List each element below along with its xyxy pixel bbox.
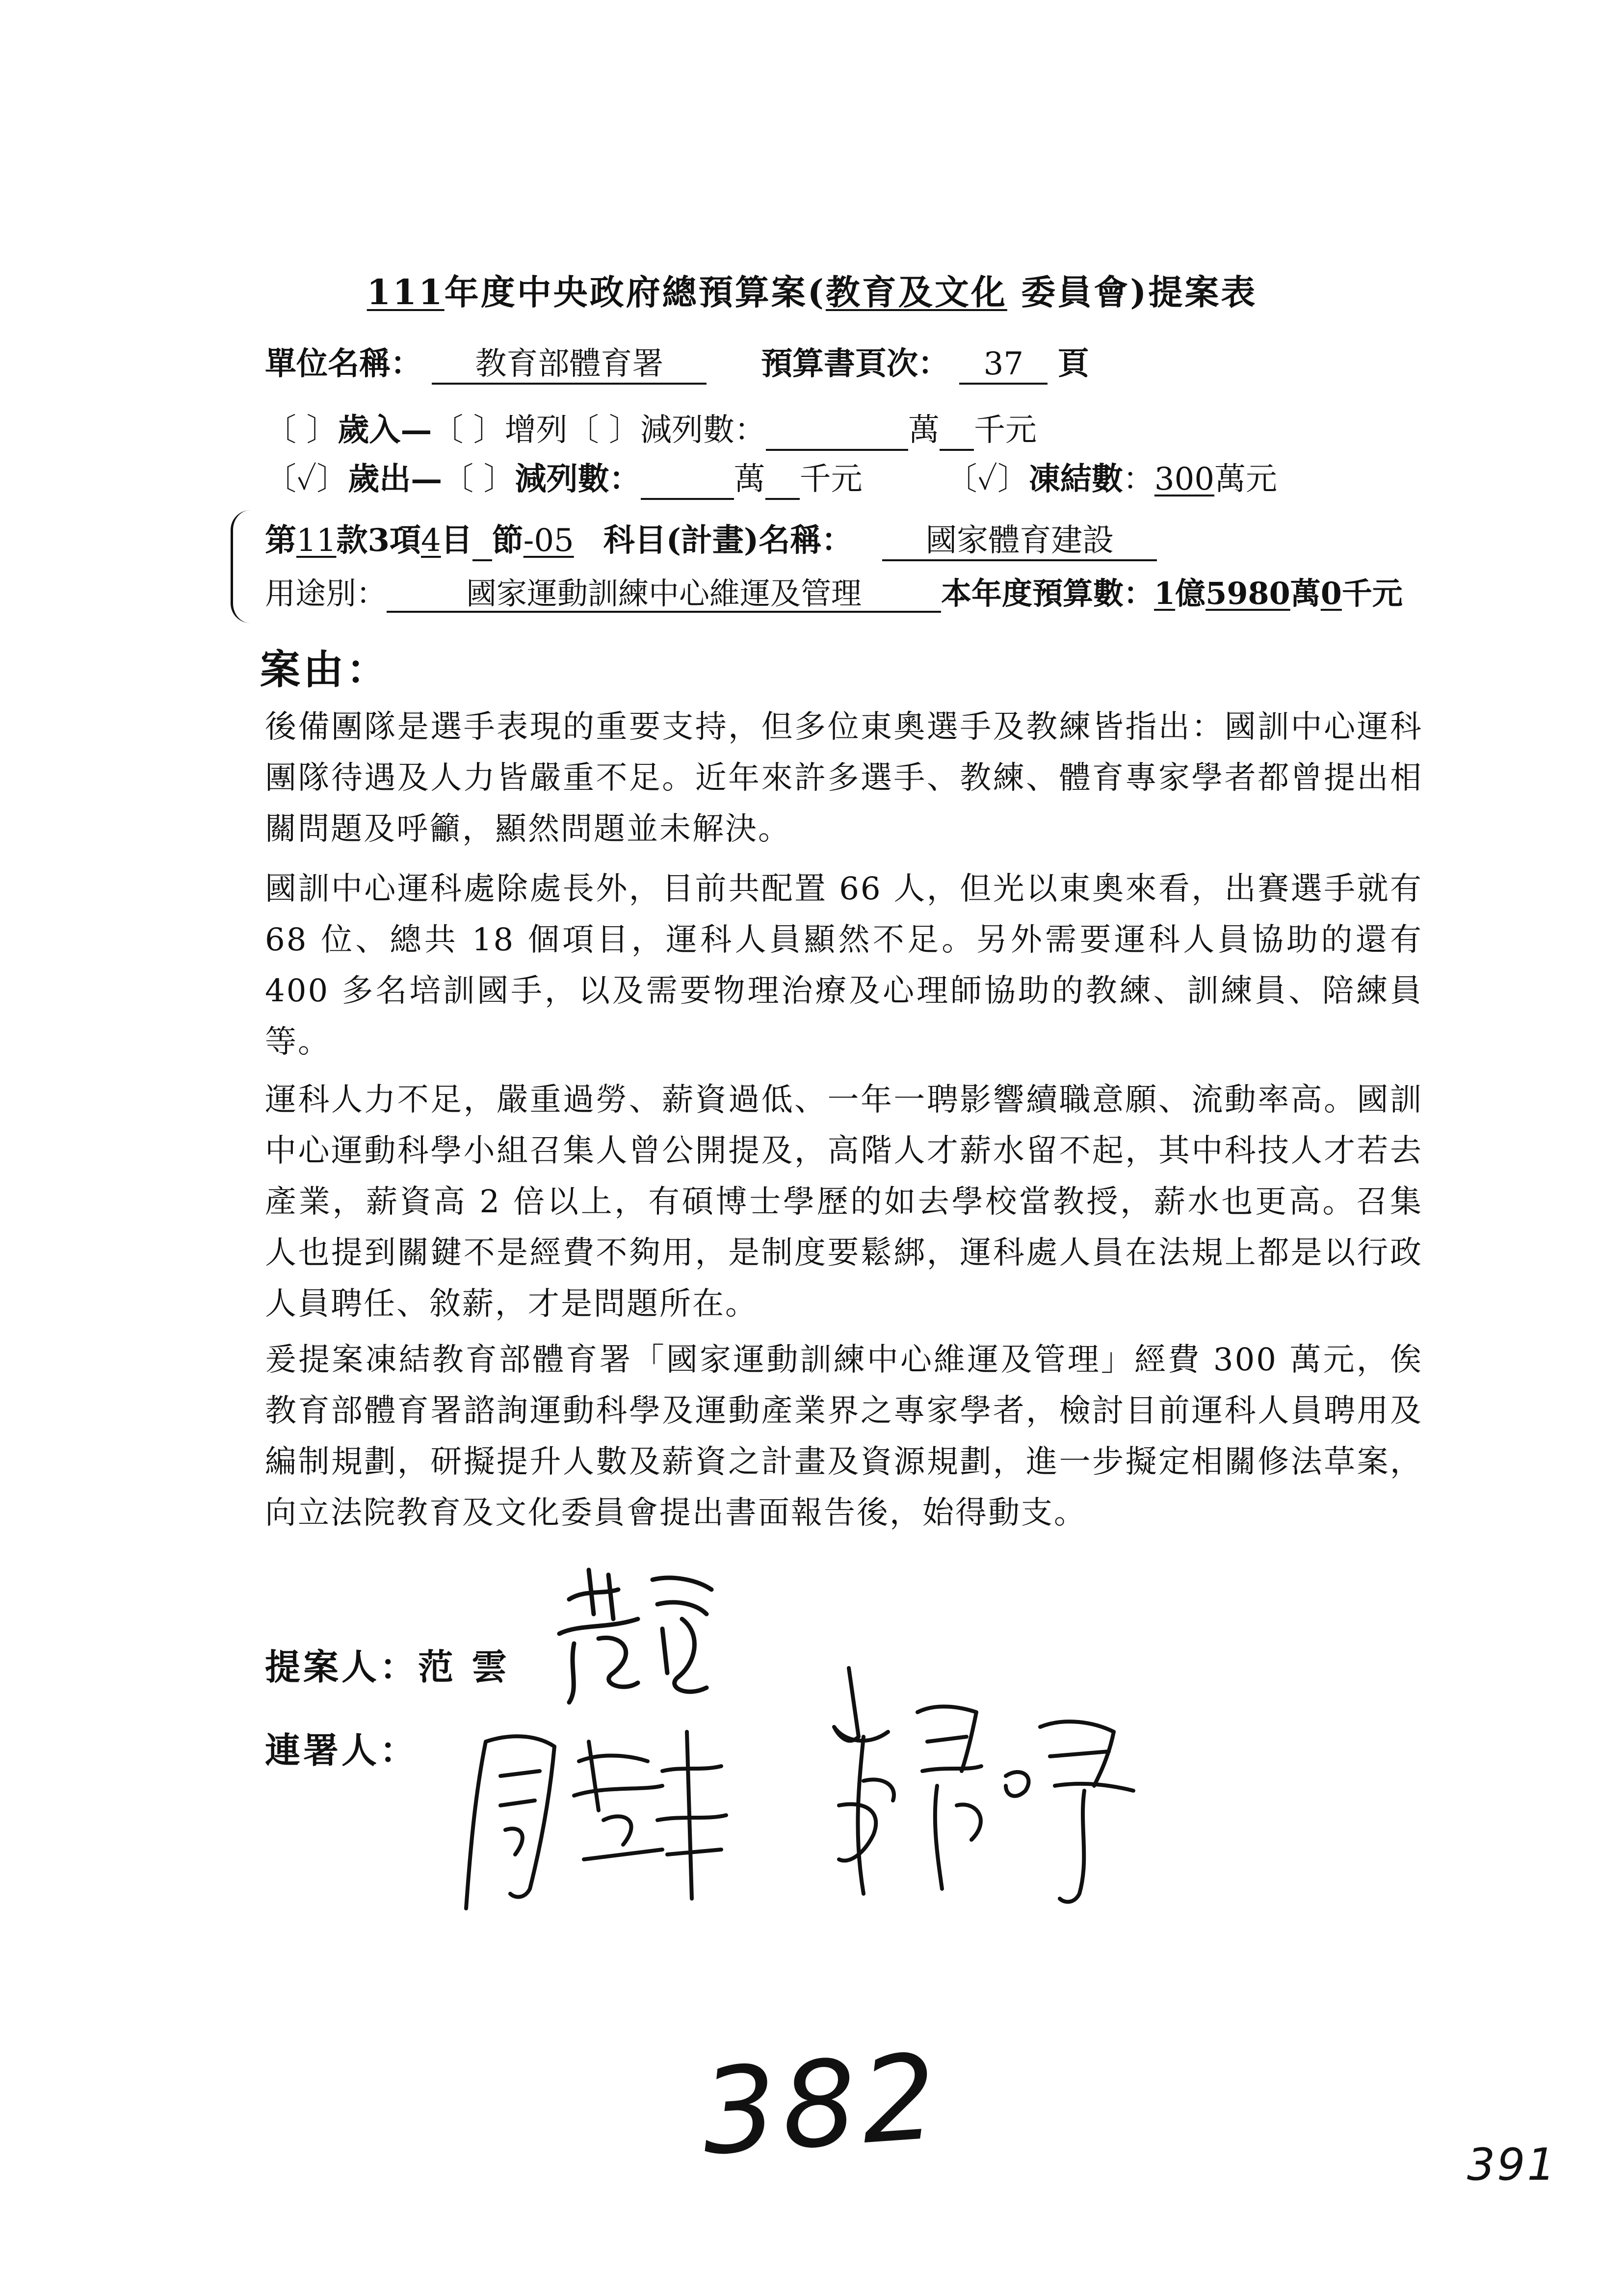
cosigner-label: 連署人：	[265, 1729, 419, 1771]
expense-qian-blank	[765, 462, 800, 500]
proposer-label: 提案人：	[265, 1646, 419, 1688]
handwritten-page-number: 382	[697, 2028, 946, 2182]
revenue-add-label: 增列	[504, 412, 568, 448]
item-kuan-label: 款	[336, 522, 368, 559]
unit-value: 教育部體育署	[432, 346, 707, 385]
case-paragraph-4: 爰提案凍結教育部體育署「國家運動訓練中心維運及管理」經費 300 萬元，俟教育部體育署諮詢運動科學及運動產業界之專家學者，檢討目前運科人員聘用及編制規劃，研擬提升人數及薪資之計畫及資源規劃，進一步擬定相關修法草案，向立法院教育及文化委員會提出書面報告後，始得動支。	[265, 1342, 1423, 1531]
revenue-line	[265, 405, 1037, 451]
budget-yi-unit: 億	[1175, 575, 1206, 611]
budget-qian-unit: 千元	[1341, 575, 1403, 611]
expense-wan-blank	[641, 462, 734, 500]
budget-yi: 1	[1154, 575, 1176, 611]
budget-wan: 5980	[1205, 575, 1290, 611]
page-ref-unit: 頁	[1057, 345, 1089, 382]
form-title	[0, 265, 1624, 314]
page-ref-label: 預算書頁次：	[761, 345, 950, 382]
subject-label: 科目(計畫)名稱：	[603, 522, 853, 559]
handwritten-corner-number: 391	[1467, 2139, 1557, 2191]
budget-wan-unit: 萬	[1290, 575, 1321, 611]
freeze-colon: ：	[1123, 461, 1154, 497]
item-jie: -05	[523, 522, 574, 559]
revenue-wan-unit: 萬	[908, 412, 940, 448]
item-xiang: 3	[367, 522, 390, 559]
expense-label: 歲出—	[348, 461, 443, 497]
title-suffix: 委員會)提案表	[1007, 272, 1257, 313]
budget-qian: 0	[1320, 575, 1342, 611]
title-prefix: 年度中央政府總預算案(	[444, 272, 826, 313]
cosigner-signature-2	[819, 1658, 1163, 1913]
freeze-checkbox: 〔✓〕	[945, 461, 1029, 497]
expense-reduce-label: 減列數：	[515, 461, 641, 497]
unit-label: 單位名稱：	[265, 345, 422, 382]
revenue-qian-unit: 千元	[974, 412, 1037, 448]
proposer-line	[265, 1639, 510, 1690]
item-line	[265, 515, 1157, 561]
case-paragraph-3: 運科人力不足，嚴重過勞、薪資過低、一年一聘影響續職意願、流動率高。國訓中心運動科學小組召集人曾公開提及，高階人才薪水留不起，其中科技人才若去產業，薪資高 2 倍以上，有碩博士學歷的如去學校當教授，薪水也更高。召集人也提到關鍵不是經費不夠用，是制度要鬆綁，運科處人員在法規上都是以行政人員聘任、敘薪，才是問題所在。	[265, 1082, 1423, 1322]
budget-label: 本年度預算數：	[941, 575, 1154, 611]
usage-value: 國家運動訓練中心維運及管理	[387, 576, 941, 613]
freeze-unit: 萬元	[1214, 461, 1278, 497]
title-committee: 教育及文化	[825, 272, 1007, 313]
revenue-wan-blank	[766, 413, 908, 451]
freeze-value: 300	[1154, 461, 1215, 497]
expense-reduce-checkbox: 〔 〕	[442, 461, 515, 497]
item-di: 第	[265, 522, 296, 559]
proposer-name: 范 雲	[418, 1646, 510, 1688]
item-jie-blank	[472, 523, 492, 561]
item-kuan: 11	[296, 522, 337, 559]
revenue-add-checkbox: 〔 〕	[432, 412, 505, 448]
cosigner-signature-1	[456, 1712, 731, 1918]
revenue-reduce-checkbox: 〔 〕	[567, 412, 641, 448]
freeze-label: 凍結數	[1028, 461, 1123, 497]
expense-line	[265, 454, 1277, 500]
expense-checkbox: 〔✓〕	[265, 461, 348, 497]
case-paragraph-2: 國訓中心運科處除處長外，目前共配置 66 人，但光以東奧來看，出賽選手就有 68 位、總共 18 個項目，運科人員顯然不足。另外需要運科人員協助的還有 400 多名培訓國手，以及需要物理治療及心理師協助的教練、訓練員、陪練員等。	[265, 871, 1423, 1060]
usage-label: 用途別：	[265, 575, 387, 611]
proposer-signature	[540, 1560, 726, 1707]
subject-value: 國家體育建設	[882, 523, 1157, 561]
item-xiang-label: 項	[389, 522, 421, 559]
item-jie-label: 節	[492, 522, 524, 559]
usage-line	[265, 569, 1403, 613]
revenue-checkbox: 〔 〕	[265, 412, 338, 448]
page-ref-value: 37	[959, 346, 1048, 385]
revenue-label: 歲入—	[338, 412, 432, 448]
item-mu: 4	[420, 522, 441, 559]
revenue-qian-blank	[940, 413, 974, 451]
expense-qian-unit: 千元	[799, 461, 863, 497]
case-paragraph-1: 後備團隊是選手表現的重要支持，但多位東奧選手及教練皆指出：國訓中心運科團隊待遇及人力皆嚴重不足。近年來許多選手、教練、體育專家學者都曾提出相關問題及呼籲，顯然問題並未解決。	[265, 709, 1423, 847]
expense-wan-unit: 萬	[733, 461, 765, 497]
unit-line	[265, 339, 1089, 385]
case-label: 案由：	[260, 646, 390, 693]
item-mu-label: 目	[441, 522, 472, 559]
title-year: 111	[367, 272, 445, 313]
revenue-reduce-label: 減列數：	[640, 412, 766, 448]
item-group-bracket	[231, 510, 258, 623]
